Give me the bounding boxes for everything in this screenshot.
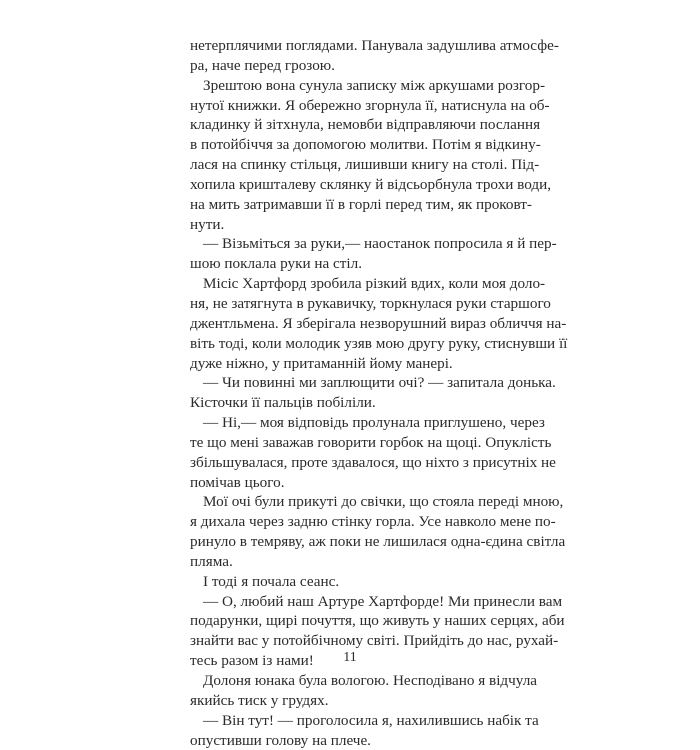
paragraph [177, 36, 559, 76]
text-line: Мої очі були прикуті до свічки, що стояла переді мною, [203, 493, 564, 511]
text-line: ня, не затягнута в рукавичку, торкнулася руки старшого [190, 294, 551, 312]
text-line: хопила кришталеву склянку й відсьорбнула трохи води, [190, 175, 552, 193]
text-line: шою поклала руки на стіл. [190, 255, 363, 273]
text-line: лася на спинку стільця, лишивши книгу на столі. Під- [190, 156, 540, 174]
text-line: якийсь тиск у грудях. [190, 691, 329, 709]
text-line: Місіс Хартфорд зробила різкий вдих, коли моя доло- [203, 275, 546, 293]
text-line: ринуло в темряву, аж поки не лишилася одна-єдина світла [190, 533, 566, 551]
page-number: 11 [343, 650, 357, 665]
paragraph [177, 671, 538, 711]
page-body-text [177, 36, 568, 750]
text-line: І тоді я почала сеанс. [203, 572, 340, 590]
text-line: ра, наче перед грозою. [190, 56, 335, 74]
text-line: Зрештою вона сунула записку між аркушами розгор- [203, 76, 545, 94]
paragraph [177, 373, 556, 413]
text-line: опустивши голову на плече. [190, 731, 371, 749]
paragraph [177, 413, 556, 492]
text-line: кладинку й зітхнула, немовби відправляючи послання [190, 116, 541, 134]
text-line: я дихала через задню стінку горла. Усе навколо мене по- [190, 513, 556, 531]
text-line: на мить затримавши її в горлі перед тим, як проковт- [190, 195, 532, 213]
text-line: — Він тут! — проголосила я, нахилившись набік та [203, 711, 539, 729]
text-line: — Чи повинні ми заплющити очі? — запитала донька. [203, 374, 556, 392]
paragraph [177, 274, 568, 373]
text-line: нути. [190, 215, 225, 233]
text-line: тесь разом із нами! [190, 652, 314, 670]
paragraph [177, 572, 523, 592]
text-line: подарунки, щирі почуття, що живуть у наших серцях, аби [190, 612, 565, 630]
text-line: джентльмена. Я зберігала незворушний вираз обличчя на- [190, 314, 567, 332]
text-line: — О, любий наш Артуре Хартфорде! Ми принесли вам [203, 592, 563, 610]
text-line: те що мені заважав говорити горбок на щоці. Опуклість [190, 433, 552, 451]
paragraph [177, 711, 539, 750]
paragraph [177, 76, 552, 235]
text-line: дуже ніжно, у притаманній йому манері. [190, 354, 453, 372]
text-line: Долоня юнака була вологою. Несподівано я відчула [203, 672, 538, 689]
text-line: пляма. [190, 552, 233, 570]
text-line: в потойбіччя за допомогою молитви. Потім я відкину- [190, 136, 541, 154]
text-line: нетерплячими поглядами. Панувала задушлива атмосфе- [190, 37, 559, 54]
paragraph [177, 492, 566, 571]
text-line: помічав цього. [190, 473, 285, 491]
text-line: нутої книжки. Я обережно згорнула її, натиснула на об- [190, 96, 550, 114]
text-line: віть тоді, коли молодик узяв мою другу руку, стиснувши її [190, 334, 568, 352]
text-line: — Ні,— моя відповідь пролунала приглушено, через [203, 414, 545, 432]
paragraph [177, 234, 557, 274]
text-line: Кісточки її пальців побіліли. [190, 394, 376, 412]
text-line: — Візьміться за руки,— наостанок попросила я й пер- [203, 235, 557, 253]
text-line: збільшувалася, проте здавалося, що ніхто з присутніх не [190, 453, 556, 471]
text-line: знайти вас у потойбічному світі. Прийдіть до нас, рухай- [190, 632, 559, 650]
